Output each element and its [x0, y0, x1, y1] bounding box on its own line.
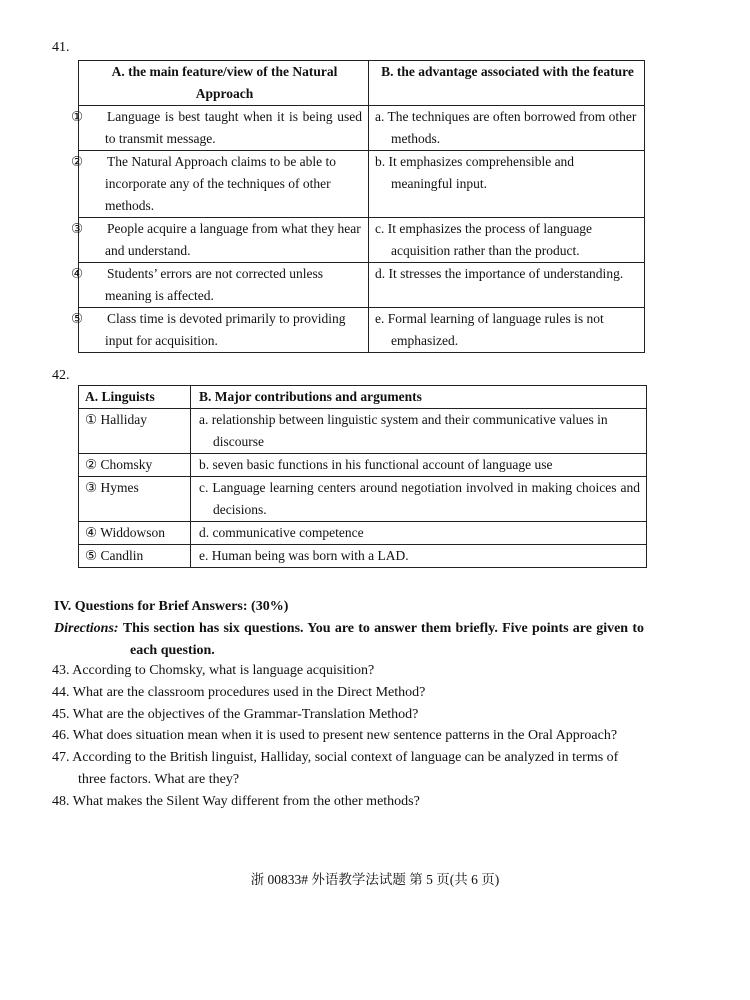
page-footer: 浙 00833# 外语教学法试题 第 5 页(共 6 页)	[250, 872, 500, 887]
question-42-table	[78, 385, 647, 568]
directions-text: This section has six questions. You are to answer them briefly. Five points are given to each question.	[122, 621, 644, 658]
table-row	[79, 106, 645, 151]
linguist-cell: ① Halliday	[79, 409, 191, 454]
column-b-header: B. the advantage associated with the feature	[369, 61, 645, 106]
feature-cell: ④ Students’ errors are not corrected unless meaning is affected.	[79, 263, 369, 308]
linguist-cell: ④ Widdowson	[79, 522, 191, 545]
feature-cell: ② The Natural Approach claims to be able to incorporate any of the techniques of other methods.	[79, 151, 369, 218]
question-43: 43. According to Chomsky, what is language acquisition?	[52, 663, 375, 678]
contribution-cell: e. Human being was born with a LAD.	[191, 545, 647, 568]
table-row	[79, 477, 647, 522]
feature-cell: ③ People acquire a language from what they hear and understand.	[79, 218, 369, 263]
advantage-cell: a. The techniques are often borrowed from other methods.	[369, 106, 645, 151]
advantage-cell: b. It emphasizes comprehensible and meaningful input.	[369, 151, 645, 218]
question-44: 44. What are the classroom procedures used in the Direct Method?	[52, 684, 426, 700]
linguist-cell: ③ Hymes	[79, 477, 191, 522]
question-48: 48. What makes the Silent Way different from the other methods?	[52, 793, 420, 809]
section-title: IV. Questions for Brief Answers: (30%)	[54, 599, 289, 614]
linguist-cell: ⑤ Candlin	[79, 545, 191, 568]
table-row	[79, 308, 645, 353]
linguist-cell: ② Chomsky	[79, 454, 191, 477]
question-47: 47. According to the British linguist, Halliday, social context of language can be analyzed in terms of three factors. What are they?	[52, 750, 619, 787]
table-header-row	[79, 61, 645, 106]
table-row	[79, 545, 647, 568]
contribution-cell: b. seven basic functions in his functional account of language use	[191, 454, 647, 477]
table-row	[79, 409, 647, 454]
advantage-cell: e. Formal learning of language rules is not emphasized.	[369, 308, 645, 353]
contributions-header: B. Major contributions and arguments	[191, 386, 647, 409]
question-45: 45. What are the objectives of the Grammar-Translation Method?	[52, 706, 419, 722]
directions-label: Directions:	[54, 621, 119, 636]
question-46: 46. What does situation mean when it is used to present new sentence patterns in the Oral Approach?	[52, 728, 618, 744]
advantage-cell: c. It emphasizes the process of language acquisition rather than the product.	[369, 218, 645, 263]
feature-cell: ① Language is best taught when it is being used to transmit message.	[79, 106, 369, 151]
question-41-number: 41.	[52, 40, 70, 55]
question-42-number: 42.	[52, 368, 70, 383]
table-header-row	[79, 386, 647, 409]
question-list	[52, 660, 642, 813]
linguists-header: A. Linguists	[79, 386, 191, 409]
table-row	[79, 151, 645, 218]
column-a-header: A. the main feature/view of the Natural Approach	[79, 61, 369, 106]
directions	[54, 618, 644, 662]
contribution-cell: d. communicative competence	[191, 522, 647, 545]
feature-cell: ⑤ Class time is devoted primarily to providing input for acquisition.	[79, 308, 369, 353]
table-row	[79, 263, 645, 308]
contribution-cell: c. Language learning centers around negotiation involved in making choices and decisions.	[191, 477, 647, 522]
table-row	[79, 454, 647, 477]
question-41-table	[71, 60, 645, 353]
table-row	[79, 218, 645, 263]
contribution-cell: a. relationship between linguistic system and their communicative values in discourse	[191, 409, 647, 454]
advantage-cell: d. It stresses the importance of understanding.	[369, 263, 645, 308]
table-row	[79, 522, 647, 545]
